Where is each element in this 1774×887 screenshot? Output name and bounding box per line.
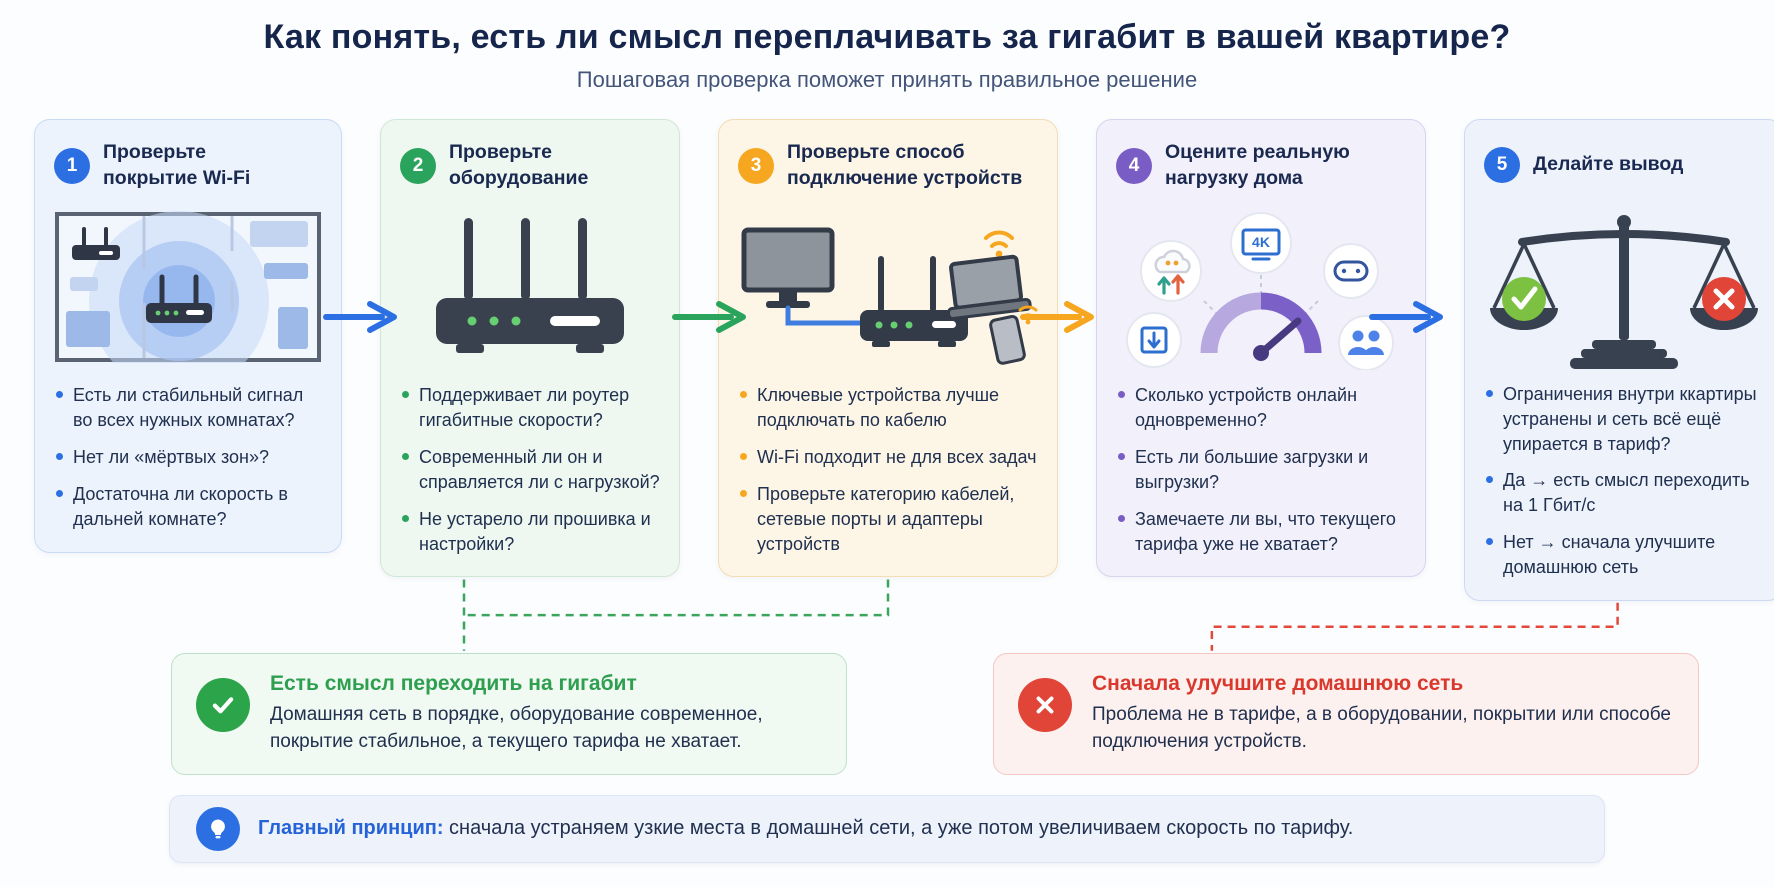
- bullet-text: Достаточна ли скорость в дальней комнате?: [73, 483, 288, 529]
- header: [0, 0, 1774, 93]
- wifi-coverage-illustration: [54, 201, 322, 373]
- result-negative-content: [1092, 672, 1674, 756]
- step-card-2: [380, 119, 680, 577]
- result-negative-title: Сначала улучшите домашнюю сеть: [1092, 671, 1464, 695]
- step-3-bullets: [738, 383, 1038, 556]
- wired-wireless-devices-icon: [738, 210, 1038, 365]
- check-circle-icon: [1502, 277, 1546, 321]
- arrow-step1-to-step2: [322, 299, 406, 335]
- bullet-dot: [402, 453, 409, 460]
- router-illustration: [400, 201, 660, 373]
- bullet-dot: [402, 391, 409, 398]
- principle-text: [258, 817, 1353, 840]
- result-positive: [171, 653, 847, 775]
- router-icon: [400, 212, 660, 362]
- step-2-title: [449, 140, 588, 191]
- bullet-dot: [1486, 390, 1493, 397]
- arrow-step2-to-step3: [671, 299, 755, 335]
- bullet-dot: [740, 453, 747, 460]
- step-2-bullets: [400, 383, 660, 556]
- gamepad-icon: [1324, 244, 1378, 298]
- bullet-dot: [1118, 453, 1125, 460]
- bullet-text: Замечаете ли вы, что текущего тарифа уже не хватает?: [1135, 508, 1396, 554]
- bullet-dot: [56, 453, 63, 460]
- bullet-text: Сколько устройств онлайн одновременно?: [1135, 385, 1358, 431]
- download-icon: [1127, 313, 1181, 367]
- step-5-title: [1533, 152, 1683, 178]
- cloud-upload-icon: [1141, 241, 1201, 301]
- step-2-bullet-3: [400, 507, 660, 557]
- step-4-title-line2: нагрузку дома: [1165, 166, 1303, 189]
- step-3-title: [787, 140, 1022, 191]
- step-1-bullet-3: [54, 482, 322, 532]
- step-card-1: [34, 119, 342, 553]
- bullet-text: Современный ли он и справляется ли с нагрузкой?: [419, 447, 660, 492]
- step-2-title-line1: Проверьте: [449, 141, 552, 163]
- step-4-bullet-2: [1116, 445, 1406, 495]
- laptop-icon: [943, 255, 1031, 319]
- success-check-icon: [196, 678, 250, 732]
- bullet-dot: [1118, 515, 1125, 522]
- step-1-title-line2: покрытие Wi-Fi: [103, 166, 251, 189]
- arrow-step3-to-step4: [1019, 299, 1103, 335]
- bullet-dot: [740, 391, 747, 398]
- step-3-number-badge: 3: [738, 148, 774, 184]
- bullet-dot: [1486, 476, 1493, 483]
- step-1-bullets: [54, 383, 322, 531]
- step-2-number-badge: 2: [400, 148, 436, 184]
- result-positive-text: Домашняя сеть в порядке, оборудование современное, покрытие стабильное, а текущего тарифа не хватает.: [270, 703, 763, 752]
- wifi-signal-icon: [986, 232, 1012, 246]
- cross-circle-icon: [1702, 277, 1746, 321]
- step-card-4: [1096, 119, 1426, 577]
- floorplan-wifi-icon: [54, 211, 322, 363]
- step-1-bullet-1: [54, 383, 322, 433]
- principle-banner: [169, 795, 1605, 863]
- step-1-bullet-2: [54, 445, 322, 470]
- load-gauge-icon: [1116, 205, 1406, 370]
- principle-body: сначала устраняем узкие места в домашней сети, а уже потом увеличиваем скорость по тарифу.: [449, 817, 1354, 840]
- bullet-text: Да → есть смысл переходить на 1 Гбит/с: [1503, 470, 1750, 516]
- failure-cross-icon: [1018, 678, 1072, 732]
- lightbulb-icon: [196, 807, 240, 851]
- step-4-number-badge: 4: [1116, 148, 1152, 184]
- step-2-bullet-2: [400, 445, 660, 495]
- result-positive-content: [270, 672, 822, 756]
- step-4-bullets: [1116, 383, 1406, 556]
- step-5-bullet-2: [1484, 468, 1764, 518]
- bullet-text: Есть ли стабильный сигнал во всех нужных комнатах?: [73, 385, 304, 431]
- step-5-bullet-3: [1484, 530, 1764, 580]
- step-3-bullet-1: [738, 383, 1038, 433]
- ethernet-cable: [788, 308, 866, 323]
- results-row: [171, 653, 1774, 775]
- step-5-bullet-1: [1484, 382, 1764, 456]
- step-card-5: [1464, 119, 1774, 601]
- bullet-dot: [402, 515, 409, 522]
- bullet-text: Ключевые устройства лучше подключать по кабелю: [757, 385, 1000, 431]
- bullet-text: Проверьте категорию кабелей, сетевые порты и адаптеры устройств: [757, 483, 1015, 554]
- step-3-title-line2: подключение устройств: [787, 166, 1023, 189]
- step-4-title: [1165, 140, 1350, 191]
- tv-4k-label: 4K: [1252, 233, 1270, 250]
- arrow-step4-to-step5: [1368, 299, 1452, 335]
- bullet-dot: [1118, 391, 1125, 398]
- step-5-header: [1484, 140, 1764, 190]
- step-1-title-line1: Проверьте: [103, 141, 206, 163]
- step-4-header: [1116, 140, 1406, 191]
- step-4-bullet-3: [1116, 507, 1406, 557]
- steps-row: [0, 119, 1774, 601]
- step-3-header: [738, 140, 1038, 191]
- bullet-dot: [1486, 538, 1493, 545]
- result-negative-text: Проблема не в тарифе, а в оборудовании, покрытии или способе подключения устройств.: [1092, 703, 1671, 752]
- bullet-text: Нет → сначала улучшите домашнюю сеть: [1503, 532, 1716, 577]
- step-1-title: [103, 140, 250, 191]
- bullet-text: Нет ли «мёртвых зон»?: [73, 447, 269, 468]
- network-load-illustration: [1116, 201, 1406, 373]
- step-3-bullet-3: [738, 482, 1038, 556]
- step-3-bullet-2: [738, 445, 1038, 470]
- connection-types-illustration: [738, 201, 1038, 373]
- bullet-dot: [740, 490, 747, 497]
- step-2-bullet-1: [400, 383, 660, 433]
- result-positive-title: Есть смысл переходить на гигабит: [270, 671, 637, 695]
- bullet-dot: [56, 490, 63, 497]
- bullet-text: Есть ли большие загрузки и выгрузки?: [1135, 447, 1369, 492]
- step-4-bullet-1: [1116, 383, 1406, 433]
- connector-to-negative-result: [1212, 603, 1618, 651]
- principle-label: Главный принцип:: [258, 817, 444, 840]
- step-2-title-line2: оборудование: [449, 166, 589, 189]
- bullet-text: Wi-Fi подходит не для всех задач: [757, 447, 1037, 468]
- step-5-bullets: [1484, 382, 1764, 580]
- monitor-icon: [744, 230, 832, 308]
- step-card-3: [718, 119, 1058, 577]
- balance-scale-icon: [1484, 200, 1764, 372]
- page-title: Как понять, есть ли смысл переплачивать за гигабит в вашей квартире?: [263, 18, 1511, 56]
- decision-scales-illustration: [1484, 200, 1764, 372]
- bullet-text: Не устарело ли прошивка и настройки?: [419, 508, 651, 554]
- step-1-number-badge: 1: [54, 148, 90, 184]
- result-negative: [993, 653, 1699, 775]
- step-1-header: [54, 140, 322, 191]
- tv-4k-icon: [1231, 213, 1291, 273]
- step-2-header: [400, 140, 660, 191]
- step-3-title-line1: Проверьте способ: [787, 141, 965, 163]
- page-subtitle: Пошаговая проверка поможет принять правильное решение: [576, 67, 1198, 92]
- step-5-number-badge: 5: [1484, 147, 1520, 183]
- bullet-text: Ограничения внутри ккартиры устранены и сеть всё ещё упирается в тариф?: [1503, 384, 1757, 454]
- step-5-title-line1: Делайте вывод: [1533, 153, 1684, 176]
- step-4-title-line1: Оцените реальную: [1165, 141, 1350, 163]
- bullet-text: Поддерживает ли роутер гигабитные скорости?: [419, 385, 630, 431]
- bullet-dot: [56, 391, 63, 398]
